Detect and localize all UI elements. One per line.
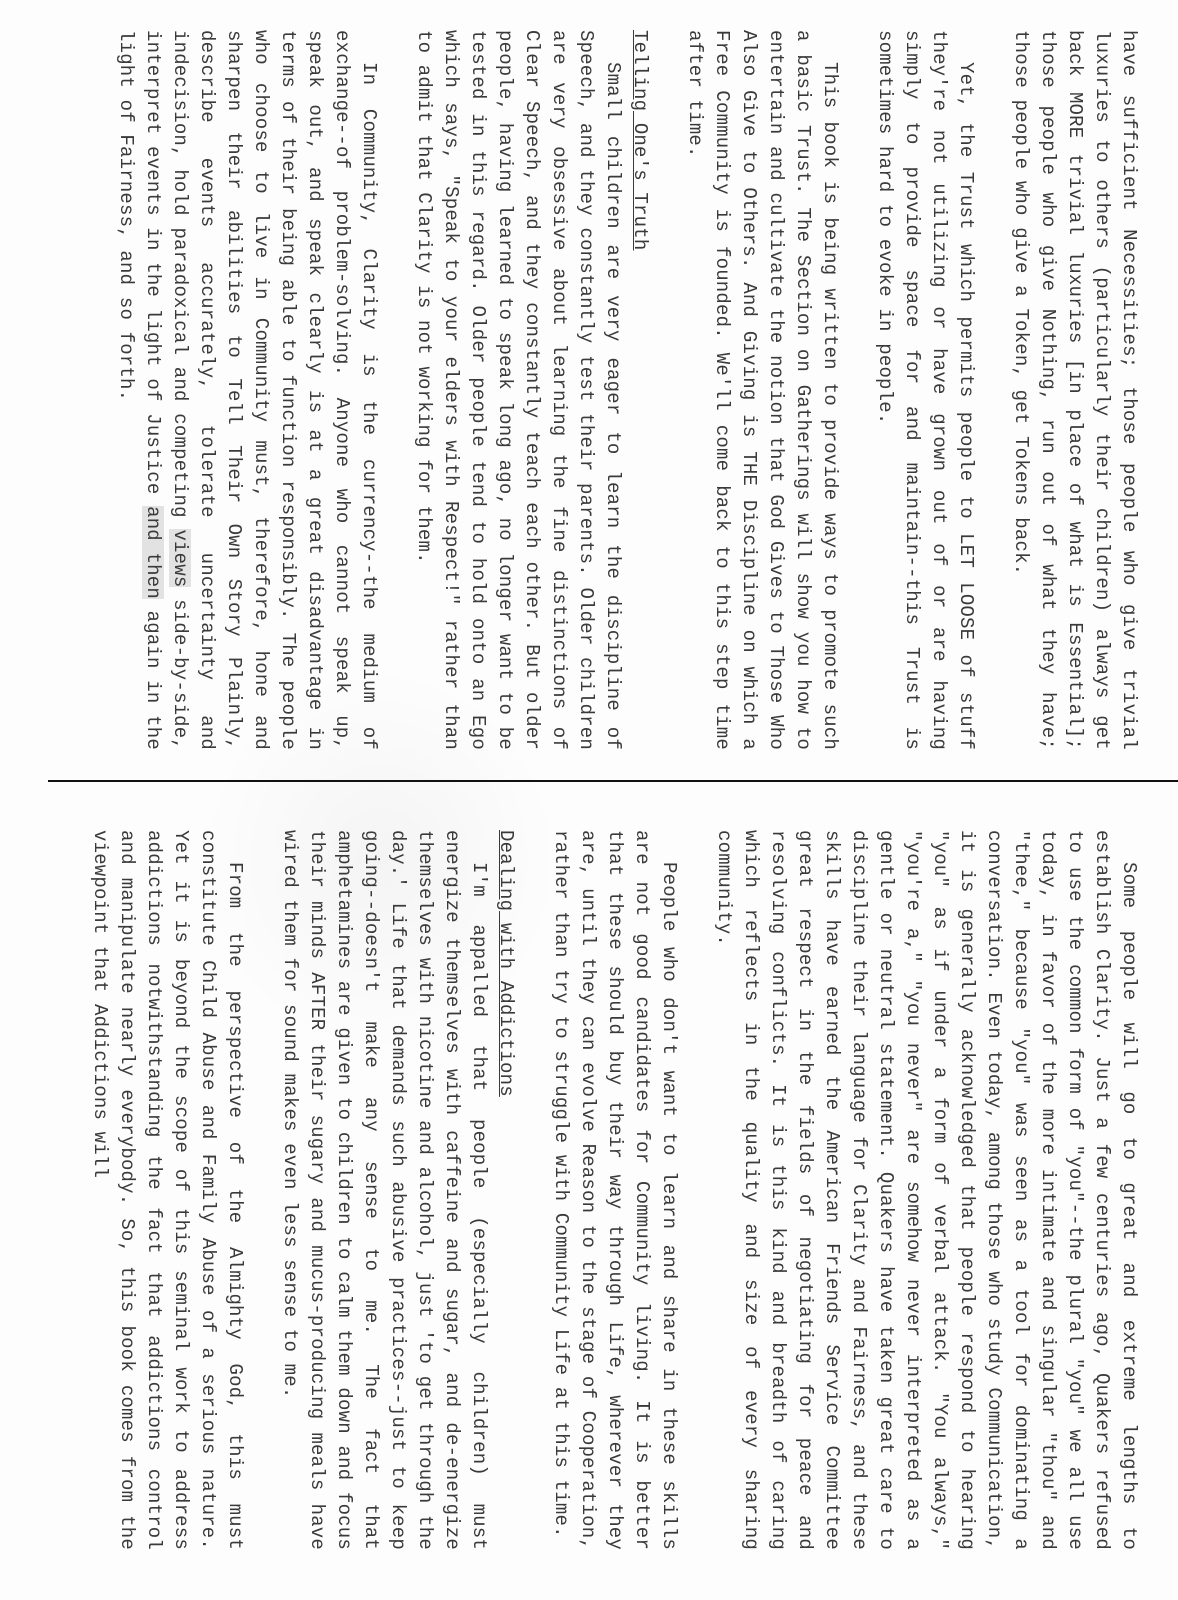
left-paragraph-4: Small children are very eager to learn the discipline of Speech, and they constantly test their parents. Older children are very obsessive about learning the fine distinctions of Clear Speech, and they constantly teach each other. But older people, having learned to speak long ago, no longer want to be tested in this regard. Older people tend to hold onto an Ego which says, "Speak to your elders with Respect!" rather than to admit that Clarity is not working for them. <box>413 30 624 750</box>
column-divider-line <box>48 780 1178 782</box>
highlighted-word-views: views <box>169 529 191 588</box>
left-paragraph-5-text-c: again in the light of Fairness, and so forth. <box>115 30 164 750</box>
left-paragraph-1: have sufficient Necessities; those people who give trivial luxuries to others (particularly their children) always get back MORE trivial luxuries [in place of what is Essential]; those people who give Nothing, run out of what they have; those people who give a Token, get Tokens back. <box>1010 30 1140 750</box>
right-column <box>58 830 1142 1550</box>
left-paragraph-3: This book is being written to provide ways to promote such a basic Trust. The Section on Gatherings will show you how to entertain and cultivate the notion that God Gives to Those Who Also Give to Others. And Giving is THE Discipline on which a Free Community is founded. We'll come back to this step time after time. <box>684 30 841 750</box>
right-paragraph-4: From the perspective of the Almighty God, this must constitute Child Abuse and Family Abuse of a serious nature. Yet it is beyond the scope of this seminal work to address addictions notwithstanding the fact that addictions control and manipulate nearly everybody. So, this book comes from the viewpoint that Addictions will <box>89 830 246 1550</box>
right-paragraph-3: I'm appalled that people (especially children) must energize themselves with caffeine and sugar, and de-energize themselves with nicotine and alcohol, just 'to get through the day.' Life that demands such abusive practices--just to keep going--doesn't make any sense to me. The fact that amphetamines are given to children to calm them down and focus their minds AFTER their sugary and mucus-producing meals have wired them for sound makes even less sense to me. <box>279 830 490 1550</box>
right-paragraph-1: Some people will go to great and extreme lengths to establish Clarity. Just a few centuries ago, Quakers refused to use the common form of "you"--the plural "you" we all use today, in favor of the more intimate and singular "thou" and "thee," because "you" was seen as a tool for dominating a conversation. Even today, among those who study Communication, it is generally acknowledged that people respond to hearing "you" as if under a form of verbal attack. "You always," "you're a," "you never" are somehow never interpreted as a gentle or neutral statement. Quakers have taken great care to discipline their language for Clarity and Fairness, and these skills have earned the American Friends Service Committee great respect in the fields of negotiating for peace and resolving conflicts. It is this kind and breadth of caring which reflects in the quality and size of every sharing community. <box>713 830 1140 1550</box>
highlighted-words-and-then: and then <box>142 506 164 599</box>
left-column <box>84 30 1142 750</box>
left-paragraph-5-text-a: In Community, Clarity is the currency--the medium of exchange--of problem-solving. Anyone who cannot speak up, speak out, and speak clearly is at a great disadvantage in terms of their being able to function responsibly. The people who choose to live in Community must, therefore, hone and sharpen their abilities to Tell Their Own Story Plainly, describe events accurately, tolerate uncertainty and indecision, hold paradoxical and competing <box>169 30 380 750</box>
section-heading-addictions: Dealing with Addictions <box>495 830 517 1097</box>
section-heading-telling-truth: Telling One's Truth <box>629 30 651 251</box>
left-paragraph-5-text-b: side-by-side, interpret events in the light of Justice <box>142 30 191 750</box>
left-paragraph-5 <box>112 30 382 750</box>
left-paragraph-2: Yet, the Trust which permits people to LET LOOSE of stuff they're not utilizing or have grown out of or are having simply to provide space for and maintain--this Trust is sometimes hard to evoke in people. <box>874 30 977 750</box>
right-paragraph-2: People who don't want to learn and share in these skills are not good candidates for Community living. It is better that these should buy their way through Life, wherever they are, until they can evolve Reason to the stage of Cooperation, rather than try to struggle with Community Life at this time. <box>550 830 680 1550</box>
